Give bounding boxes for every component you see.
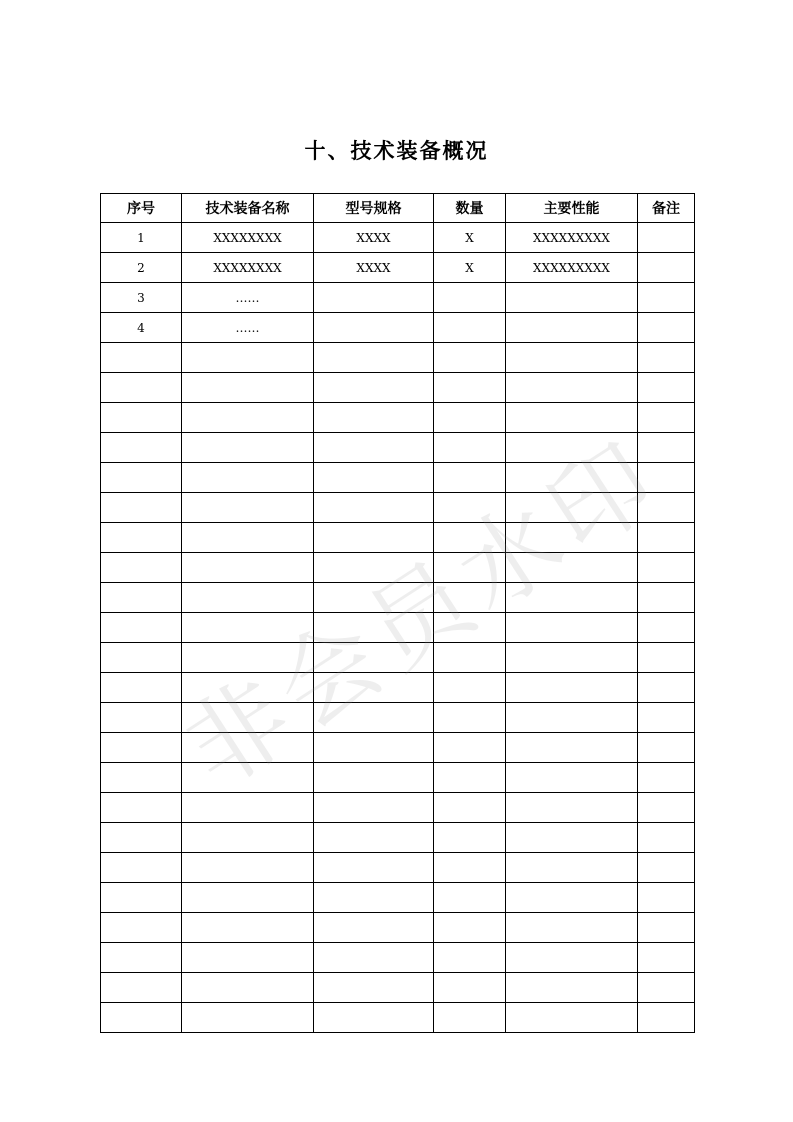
table-cell-quantity xyxy=(434,943,506,973)
table-cell-serial-number xyxy=(101,913,182,943)
table-cell-main-performance xyxy=(506,793,638,823)
table-cell-serial-number xyxy=(101,763,182,793)
table-cell-equipment-name xyxy=(182,883,314,913)
table-cell-main-performance xyxy=(506,463,638,493)
table-row xyxy=(101,1003,695,1033)
table-cell-model-spec xyxy=(314,373,434,403)
table-row xyxy=(101,313,695,343)
table-row xyxy=(101,613,695,643)
table-cell-serial-number: 4 xyxy=(101,313,182,343)
table-cell-main-performance xyxy=(506,703,638,733)
table-cell-quantity xyxy=(434,883,506,913)
table-cell-equipment-name xyxy=(182,763,314,793)
table-row xyxy=(101,223,695,253)
table-cell-model-spec xyxy=(314,283,434,313)
table-cell-model-spec xyxy=(314,1003,434,1033)
table-cell-main-performance xyxy=(506,313,638,343)
table-cell-remarks xyxy=(638,433,695,463)
table-cell-equipment-name: XXXXXXXX xyxy=(182,223,314,253)
table-cell-quantity xyxy=(434,703,506,733)
table-cell-model-spec xyxy=(314,973,434,1003)
table-row xyxy=(101,583,695,613)
equipment-table xyxy=(100,193,695,1033)
table-cell-equipment-name xyxy=(182,583,314,613)
table-cell-equipment-name xyxy=(182,343,314,373)
table-row xyxy=(101,433,695,463)
table-cell-quantity xyxy=(434,463,506,493)
table-cell-serial-number xyxy=(101,673,182,703)
table-row xyxy=(101,493,695,523)
table-row xyxy=(101,883,695,913)
table-cell-equipment-name xyxy=(182,673,314,703)
table-cell-remarks xyxy=(638,253,695,283)
table-cell-remarks xyxy=(638,703,695,733)
table-cell-remarks xyxy=(638,613,695,643)
table-cell-main-performance xyxy=(506,343,638,373)
table-cell-quantity xyxy=(434,973,506,1003)
table-row xyxy=(101,463,695,493)
column-header-main-performance: 主要性能 xyxy=(506,194,638,223)
table-cell-quantity xyxy=(434,523,506,553)
table-cell-serial-number xyxy=(101,343,182,373)
table-cell-remarks xyxy=(638,373,695,403)
table-cell-serial-number: 3 xyxy=(101,283,182,313)
table-cell-main-performance xyxy=(506,1003,638,1033)
table-cell-model-spec xyxy=(314,733,434,763)
table-cell-quantity xyxy=(434,793,506,823)
table-cell-remarks xyxy=(638,223,695,253)
table-row xyxy=(101,793,695,823)
table-row xyxy=(101,283,695,313)
column-header-equipment-name: 技术装备名称 xyxy=(182,194,314,223)
table-cell-remarks xyxy=(638,343,695,373)
table-cell-main-performance xyxy=(506,433,638,463)
table-cell-model-spec xyxy=(314,493,434,523)
table-cell-quantity xyxy=(434,343,506,373)
table-cell-main-performance xyxy=(506,373,638,403)
table-cell-model-spec xyxy=(314,703,434,733)
table-cell-model-spec: XXXX xyxy=(314,223,434,253)
table-cell-serial-number xyxy=(101,373,182,403)
table-cell-remarks xyxy=(638,403,695,433)
table-cell-serial-number xyxy=(101,463,182,493)
table-cell-serial-number xyxy=(101,523,182,553)
table-cell-remarks xyxy=(638,643,695,673)
table-cell-remarks xyxy=(638,1003,695,1033)
table-cell-serial-number xyxy=(101,643,182,673)
table-row xyxy=(101,523,695,553)
table-cell-model-spec xyxy=(314,463,434,493)
table-cell-serial-number: 1 xyxy=(101,223,182,253)
table-row xyxy=(101,943,695,973)
table-cell-serial-number xyxy=(101,583,182,613)
table-cell-remarks xyxy=(638,883,695,913)
table-cell-quantity xyxy=(434,583,506,613)
table-row xyxy=(101,403,695,433)
table-row xyxy=(101,553,695,583)
table-cell-quantity xyxy=(434,613,506,643)
table-cell-quantity xyxy=(434,763,506,793)
table-cell-quantity xyxy=(434,643,506,673)
table-row xyxy=(101,253,695,283)
table-cell-model-spec xyxy=(314,673,434,703)
table-cell-quantity: X xyxy=(434,253,506,283)
table-cell-model-spec xyxy=(314,853,434,883)
table-cell-model-spec xyxy=(314,613,434,643)
table-cell-model-spec xyxy=(314,343,434,373)
table-body xyxy=(101,223,695,1033)
table-cell-quantity xyxy=(434,673,506,703)
table-row xyxy=(101,343,695,373)
table-cell-remarks xyxy=(638,583,695,613)
table-cell-equipment-name xyxy=(182,1003,314,1033)
table-cell-main-performance xyxy=(506,493,638,523)
table-cell-model-spec xyxy=(314,523,434,553)
table-cell-main-performance xyxy=(506,643,638,673)
table-cell-serial-number xyxy=(101,493,182,523)
table-cell-main-performance xyxy=(506,553,638,583)
table-cell-main-performance xyxy=(506,403,638,433)
table-cell-quantity xyxy=(434,823,506,853)
table-cell-equipment-name: …… xyxy=(182,283,314,313)
table-cell-quantity xyxy=(434,853,506,883)
table-cell-model-spec xyxy=(314,403,434,433)
table-cell-main-performance xyxy=(506,733,638,763)
table-row xyxy=(101,673,695,703)
table-cell-equipment-name xyxy=(182,973,314,1003)
table-cell-quantity xyxy=(434,403,506,433)
table-row xyxy=(101,973,695,1003)
table-cell-main-performance xyxy=(506,613,638,643)
table-cell-quantity xyxy=(434,913,506,943)
table-cell-serial-number: 2 xyxy=(101,253,182,283)
table-cell-serial-number xyxy=(101,733,182,763)
table-cell-equipment-name xyxy=(182,433,314,463)
table-cell-equipment-name xyxy=(182,373,314,403)
page-title: 十、技术装备概况 xyxy=(304,138,489,163)
table-cell-equipment-name xyxy=(182,523,314,553)
table-cell-serial-number xyxy=(101,943,182,973)
table-cell-remarks xyxy=(638,853,695,883)
table-cell-quantity xyxy=(434,493,506,523)
table-cell-remarks xyxy=(638,463,695,493)
table-cell-main-performance xyxy=(506,973,638,1003)
table-cell-equipment-name: XXXXXXXX xyxy=(182,253,314,283)
table-cell-quantity xyxy=(434,733,506,763)
table-cell-main-performance xyxy=(506,763,638,793)
table-cell-remarks xyxy=(638,673,695,703)
table-header-row xyxy=(101,194,695,223)
table-cell-serial-number xyxy=(101,973,182,1003)
table-cell-model-spec xyxy=(314,583,434,613)
table-cell-serial-number xyxy=(101,823,182,853)
table-cell-quantity: X xyxy=(434,223,506,253)
table-row xyxy=(101,823,695,853)
table-cell-equipment-name xyxy=(182,853,314,883)
table-row xyxy=(101,373,695,403)
table-cell-remarks xyxy=(638,283,695,313)
table-cell-main-performance: XXXXXXXXX xyxy=(506,223,638,253)
table-cell-main-performance xyxy=(506,673,638,703)
table-cell-serial-number xyxy=(101,883,182,913)
column-header-model-spec: 型号规格 xyxy=(314,194,434,223)
table-cell-equipment-name xyxy=(182,823,314,853)
table-cell-main-performance xyxy=(506,823,638,853)
table-cell-remarks xyxy=(638,913,695,943)
table-cell-serial-number xyxy=(101,613,182,643)
table-cell-equipment-name xyxy=(182,553,314,583)
table-cell-remarks xyxy=(638,553,695,583)
table-cell-equipment-name: …… xyxy=(182,313,314,343)
table-cell-equipment-name xyxy=(182,613,314,643)
table-cell-main-performance xyxy=(506,853,638,883)
table-cell-model-spec xyxy=(314,553,434,583)
table-cell-quantity xyxy=(434,313,506,343)
table-cell-equipment-name xyxy=(182,943,314,973)
table-cell-main-performance xyxy=(506,523,638,553)
table-row xyxy=(101,703,695,733)
table-cell-model-spec xyxy=(314,913,434,943)
watermark: 非会员水印 xyxy=(164,417,682,810)
table-row xyxy=(101,853,695,883)
table-cell-remarks xyxy=(638,523,695,553)
table-cell-main-performance xyxy=(506,883,638,913)
table-cell-model-spec xyxy=(314,643,434,673)
table-cell-equipment-name xyxy=(182,913,314,943)
table-cell-serial-number xyxy=(101,793,182,823)
table-cell-remarks xyxy=(638,763,695,793)
table-cell-serial-number xyxy=(101,1003,182,1033)
table-cell-serial-number xyxy=(101,553,182,583)
table-cell-remarks xyxy=(638,313,695,343)
table-cell-remarks xyxy=(638,793,695,823)
table-cell-main-performance xyxy=(506,943,638,973)
table-row xyxy=(101,763,695,793)
table-cell-main-performance xyxy=(506,913,638,943)
table-cell-model-spec xyxy=(314,883,434,913)
table-cell-quantity xyxy=(434,433,506,463)
table-cell-main-performance xyxy=(506,583,638,613)
column-header-quantity: 数量 xyxy=(434,194,506,223)
table-cell-equipment-name xyxy=(182,703,314,733)
table-cell-serial-number xyxy=(101,403,182,433)
table-cell-remarks xyxy=(638,943,695,973)
table-cell-equipment-name xyxy=(182,463,314,493)
table-cell-model-spec: XXXX xyxy=(314,253,434,283)
table-cell-main-performance xyxy=(506,283,638,313)
table-cell-model-spec xyxy=(314,823,434,853)
table-cell-model-spec xyxy=(314,433,434,463)
table-row xyxy=(101,913,695,943)
table-cell-model-spec xyxy=(314,793,434,823)
column-header-remarks: 备注 xyxy=(638,194,695,223)
column-header-serial-number: 序号 xyxy=(101,194,182,223)
table-cell-model-spec xyxy=(314,763,434,793)
table-cell-serial-number xyxy=(101,853,182,883)
table-cell-serial-number xyxy=(101,433,182,463)
table-cell-quantity xyxy=(434,553,506,583)
table-row xyxy=(101,643,695,673)
table-cell-serial-number xyxy=(101,703,182,733)
table-cell-equipment-name xyxy=(182,403,314,433)
table-cell-equipment-name xyxy=(182,493,314,523)
table-cell-model-spec xyxy=(314,943,434,973)
table-cell-model-spec xyxy=(314,313,434,343)
table-cell-equipment-name xyxy=(182,643,314,673)
table-cell-equipment-name xyxy=(182,733,314,763)
table-cell-quantity xyxy=(434,283,506,313)
table-cell-quantity xyxy=(434,1003,506,1033)
table-cell-remarks xyxy=(638,733,695,763)
table-cell-remarks xyxy=(638,823,695,853)
table-cell-main-performance: XXXXXXXXX xyxy=(506,253,638,283)
table-row xyxy=(101,733,695,763)
table-cell-remarks xyxy=(638,493,695,523)
table-cell-equipment-name xyxy=(182,793,314,823)
table-cell-remarks xyxy=(638,973,695,1003)
table-cell-quantity xyxy=(434,373,506,403)
